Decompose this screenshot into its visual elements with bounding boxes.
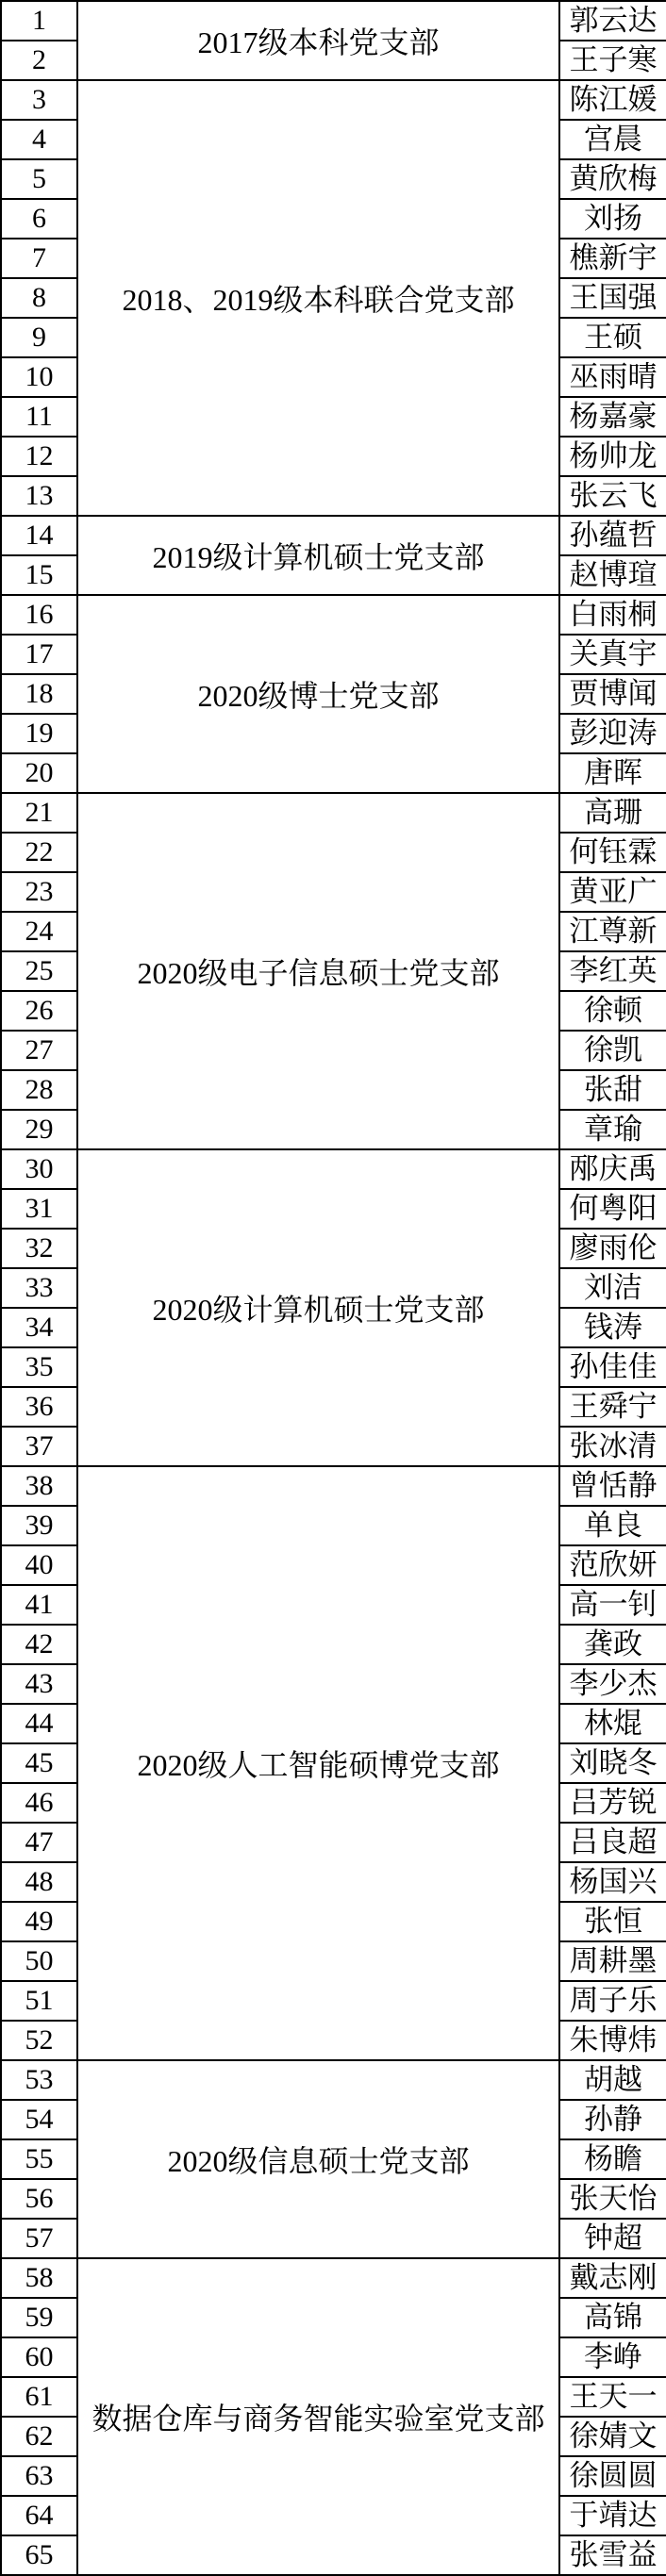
row-number-cell: 7: [1, 239, 77, 278]
member-name-cell: 刘扬: [559, 199, 666, 239]
member-name-cell: 巫雨晴: [559, 357, 666, 397]
row-number-cell: 64: [1, 2496, 77, 2535]
member-name-cell: 钟超: [559, 2219, 666, 2258]
row-number-cell: 43: [1, 1664, 77, 1704]
member-name-cell: 何钰霖: [559, 833, 666, 872]
table-row: [1, 1149, 666, 1189]
row-number-cell: 21: [1, 793, 77, 833]
member-name-cell: 江尊新: [559, 912, 666, 951]
member-name-cell: 杨瞻: [559, 2139, 666, 2179]
member-name-cell: 单良: [559, 1506, 666, 1545]
row-number-cell: 53: [1, 2060, 77, 2100]
row-number-cell: 3: [1, 80, 77, 120]
row-number-cell: 27: [1, 1031, 77, 1070]
member-name-cell: 王天一: [559, 2377, 666, 2417]
row-number-cell: 46: [1, 1783, 77, 1823]
member-name-cell: 郭云达: [559, 1, 666, 41]
row-number-cell: 13: [1, 476, 77, 516]
row-number-cell: 29: [1, 1110, 77, 1149]
row-number-cell: 30: [1, 1149, 77, 1189]
table-row: [1, 80, 666, 120]
member-name-cell: 王硕: [559, 318, 666, 357]
table-row: [1, 2060, 666, 2100]
branch-name-cell: 2020级信息硕士党支部: [77, 2060, 559, 2258]
member-name-cell: 张云飞: [559, 476, 666, 516]
member-name-cell: 龚政: [559, 1625, 666, 1664]
row-number-cell: 32: [1, 1229, 77, 1268]
member-name-cell: 杨帅龙: [559, 437, 666, 476]
member-name-cell: 黄欣梅: [559, 159, 666, 199]
member-name-cell: 李少杰: [559, 1664, 666, 1704]
member-name-cell: 曾恬静: [559, 1466, 666, 1506]
row-number-cell: 59: [1, 2298, 77, 2337]
membership-table-body: [1, 1, 666, 2575]
member-name-cell: 张雪益: [559, 2535, 666, 2575]
member-name-cell: 刘洁: [559, 1268, 666, 1308]
row-number-cell: 11: [1, 397, 77, 437]
member-name-cell: 周耕墨: [559, 1941, 666, 1981]
row-number-cell: 31: [1, 1189, 77, 1229]
table-row: [1, 1466, 666, 1506]
row-number-cell: 62: [1, 2417, 77, 2456]
member-name-cell: 胡越: [559, 2060, 666, 2100]
member-name-cell: 徐顿: [559, 991, 666, 1031]
member-name-cell: 吕良超: [559, 1823, 666, 1862]
member-name-cell: 张天怡: [559, 2179, 666, 2219]
row-number-cell: 36: [1, 1387, 77, 1427]
member-name-cell: 杨嘉豪: [559, 397, 666, 437]
member-name-cell: 高一钊: [559, 1585, 666, 1625]
row-number-cell: 20: [1, 753, 77, 793]
member-name-cell: 王舜宁: [559, 1387, 666, 1427]
row-number-cell: 61: [1, 2377, 77, 2417]
row-number-cell: 50: [1, 1941, 77, 1981]
row-number-cell: 49: [1, 1902, 77, 1941]
member-name-cell: 杨国兴: [559, 1862, 666, 1902]
member-name-cell: 樵新宇: [559, 239, 666, 278]
row-number-cell: 19: [1, 714, 77, 753]
member-name-cell: 廖雨伦: [559, 1229, 666, 1268]
member-name-cell: 孙佳佳: [559, 1347, 666, 1387]
row-number-cell: 28: [1, 1070, 77, 1110]
row-number-cell: 42: [1, 1625, 77, 1664]
member-name-cell: 高珊: [559, 793, 666, 833]
row-number-cell: 55: [1, 2139, 77, 2179]
row-number-cell: 47: [1, 1823, 77, 1862]
row-number-cell: 60: [1, 2337, 77, 2377]
row-number-cell: 4: [1, 120, 77, 159]
row-number-cell: 51: [1, 1981, 77, 2021]
row-number-cell: 48: [1, 1862, 77, 1902]
member-name-cell: 林焜: [559, 1704, 666, 1743]
row-number-cell: 12: [1, 437, 77, 476]
member-name-cell: 关真宇: [559, 635, 666, 674]
row-number-cell: 24: [1, 912, 77, 951]
row-number-cell: 14: [1, 516, 77, 555]
branch-name-cell: 2020级人工智能硕博党支部: [77, 1466, 559, 2060]
row-number-cell: 41: [1, 1585, 77, 1625]
row-number-cell: 9: [1, 318, 77, 357]
member-name-cell: 邴庆禹: [559, 1149, 666, 1189]
row-number-cell: 15: [1, 555, 77, 595]
member-name-cell: 张甜: [559, 1070, 666, 1110]
branch-name-cell: 2020级电子信息硕士党支部: [77, 793, 559, 1149]
member-name-cell: 章瑜: [559, 1110, 666, 1149]
member-name-cell: 王国强: [559, 278, 666, 318]
branch-name-cell: 2020级博士党支部: [77, 595, 559, 793]
table-row: [1, 2258, 666, 2298]
row-number-cell: 38: [1, 1466, 77, 1506]
member-name-cell: 白雨桐: [559, 595, 666, 635]
row-number-cell: 25: [1, 951, 77, 991]
row-number-cell: 10: [1, 357, 77, 397]
row-number-cell: 65: [1, 2535, 77, 2575]
member-name-cell: 何粤阳: [559, 1189, 666, 1229]
member-name-cell: 戴志刚: [559, 2258, 666, 2298]
member-name-cell: 高锦: [559, 2298, 666, 2337]
member-name-cell: 张恒: [559, 1902, 666, 1941]
table-row: [1, 595, 666, 635]
member-name-cell: 李红英: [559, 951, 666, 991]
member-name-cell: 宫晨: [559, 120, 666, 159]
member-name-cell: 李峥: [559, 2337, 666, 2377]
member-name-cell: 张冰清: [559, 1427, 666, 1466]
row-number-cell: 18: [1, 674, 77, 714]
member-name-cell: 刘晓冬: [559, 1743, 666, 1783]
member-name-cell: 赵博瑄: [559, 555, 666, 595]
row-number-cell: 40: [1, 1545, 77, 1585]
member-name-cell: 于靖达: [559, 2496, 666, 2535]
member-name-cell: 孙静: [559, 2100, 666, 2139]
member-name-cell: 徐圆圆: [559, 2456, 666, 2496]
branch-name-cell: 2020级计算机硕士党支部: [77, 1149, 559, 1466]
member-name-cell: 贾博闻: [559, 674, 666, 714]
member-name-cell: 孙蕴哲: [559, 516, 666, 555]
member-name-cell: 吕芳锐: [559, 1783, 666, 1823]
table-row: [1, 516, 666, 555]
member-name-cell: 范欣妍: [559, 1545, 666, 1585]
row-number-cell: 22: [1, 833, 77, 872]
row-number-cell: 52: [1, 2021, 77, 2060]
branch-name-cell: 2018、2019级本科联合党支部: [77, 80, 559, 516]
member-name-cell: 陈江媛: [559, 80, 666, 120]
branch-name-cell: 数据仓库与商务智能实验室党支部: [77, 2258, 559, 2575]
member-name-cell: 王子寒: [559, 41, 666, 80]
row-number-cell: 37: [1, 1427, 77, 1466]
branch-name-cell: 2019级计算机硕士党支部: [77, 516, 559, 595]
member-name-cell: 周子乐: [559, 1981, 666, 2021]
member-name-cell: 黄亚广: [559, 872, 666, 912]
row-number-cell: 63: [1, 2456, 77, 2496]
row-number-cell: 45: [1, 1743, 77, 1783]
row-number-cell: 34: [1, 1308, 77, 1347]
row-number-cell: 1: [1, 1, 77, 41]
table-row: [1, 1, 666, 41]
branch-name-cell: 2017级本科党支部: [77, 1, 559, 80]
member-name-cell: 朱博炜: [559, 2021, 666, 2060]
row-number-cell: 35: [1, 1347, 77, 1387]
row-number-cell: 26: [1, 991, 77, 1031]
member-name-cell: 钱涛: [559, 1308, 666, 1347]
row-number-cell: 33: [1, 1268, 77, 1308]
row-number-cell: 5: [1, 159, 77, 199]
row-number-cell: 57: [1, 2219, 77, 2258]
member-name-cell: 徐婧文: [559, 2417, 666, 2456]
member-name-cell: 唐晖: [559, 753, 666, 793]
row-number-cell: 58: [1, 2258, 77, 2298]
row-number-cell: 17: [1, 635, 77, 674]
row-number-cell: 54: [1, 2100, 77, 2139]
row-number-cell: 56: [1, 2179, 77, 2219]
row-number-cell: 2: [1, 41, 77, 80]
row-number-cell: 23: [1, 872, 77, 912]
row-number-cell: 8: [1, 278, 77, 318]
row-number-cell: 16: [1, 595, 77, 635]
row-number-cell: 39: [1, 1506, 77, 1545]
table-row: [1, 793, 666, 833]
row-number-cell: 44: [1, 1704, 77, 1743]
row-number-cell: 6: [1, 199, 77, 239]
member-name-cell: 徐凯: [559, 1031, 666, 1070]
member-name-cell: 彭迎涛: [559, 714, 666, 753]
